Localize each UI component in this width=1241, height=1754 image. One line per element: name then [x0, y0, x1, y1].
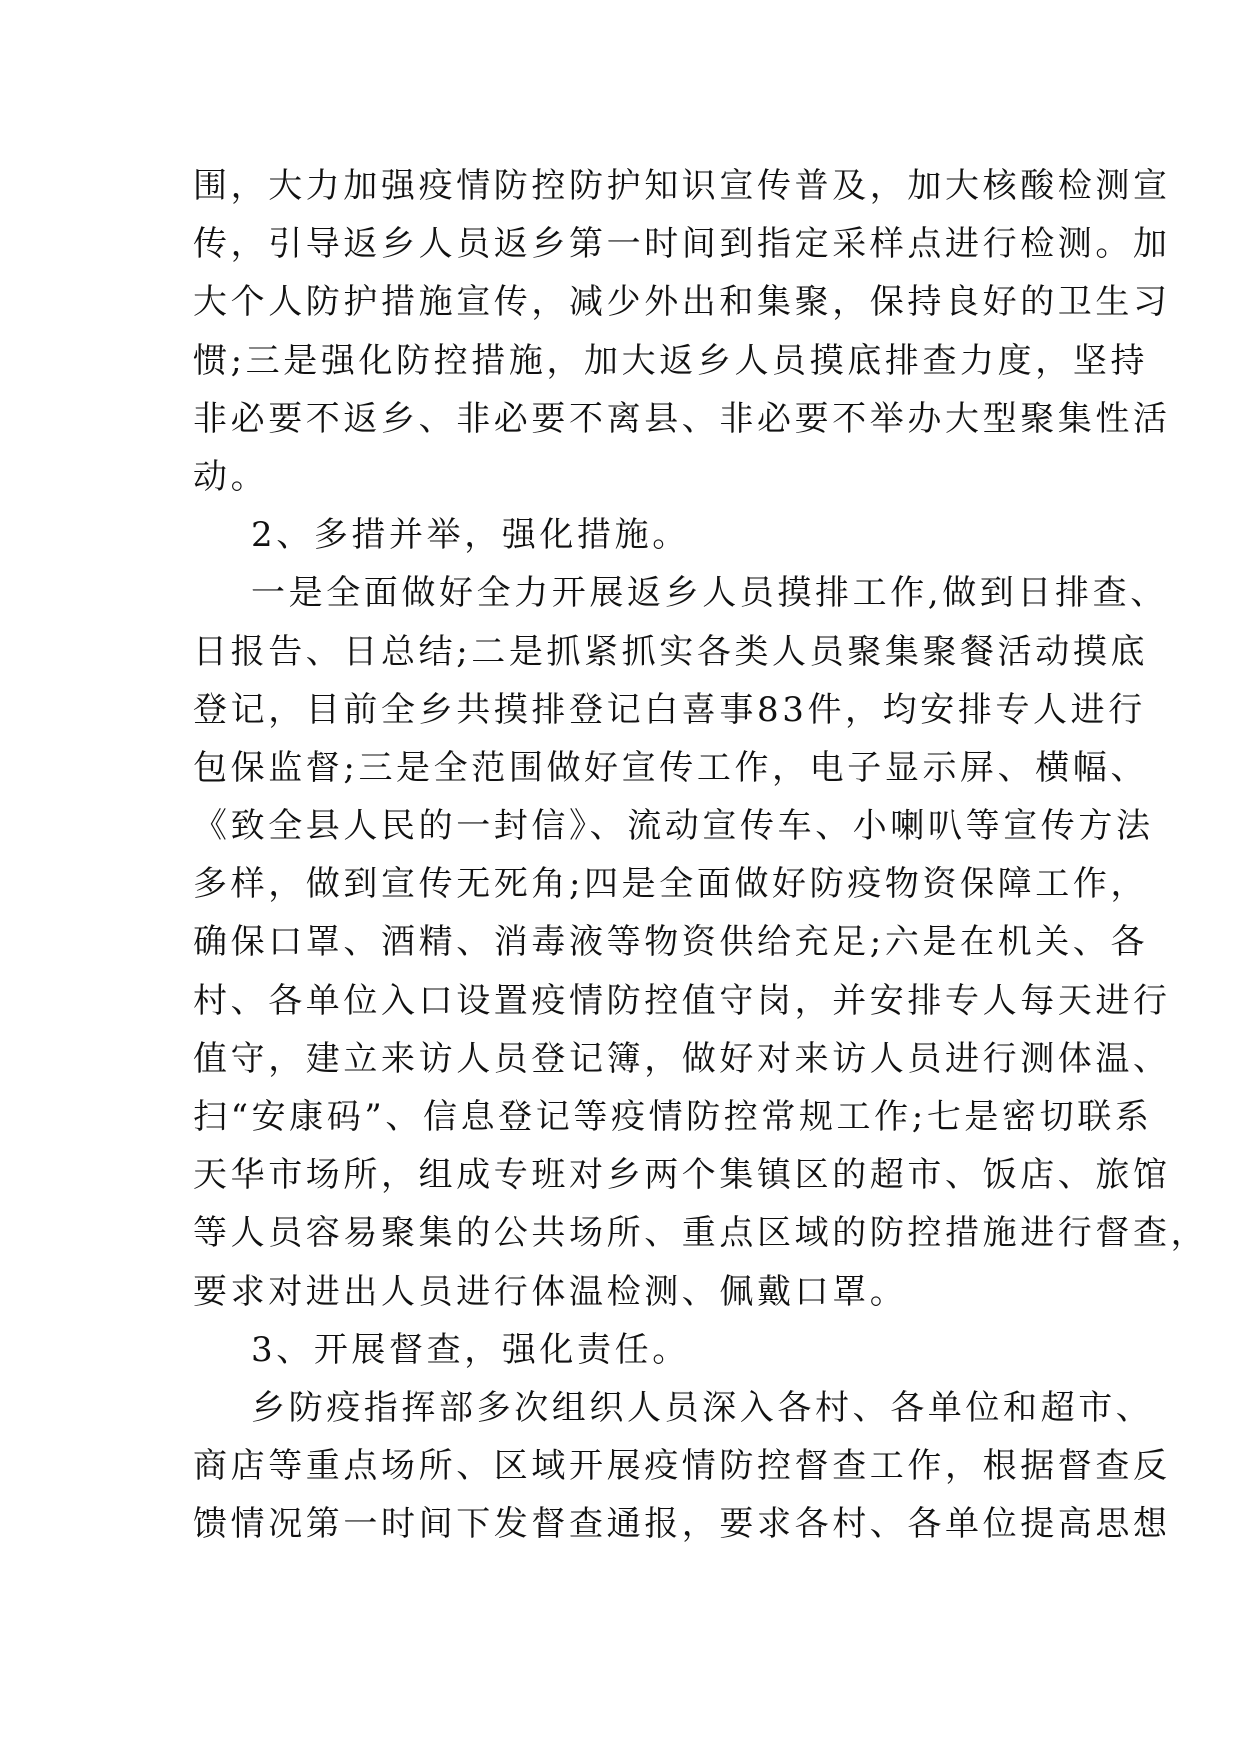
text-line: 乡防疫指挥部多次组织人员深入各村、各单位和超市、 — [251, 1387, 1154, 1428]
text-line: 一是全面做好全力开展返乡人员摸排工作,做到日排查、 — [251, 573, 1168, 614]
text-line: 包保监督;三是全范围做好宣传工作，电子显示屏、横幅、 — [193, 747, 1149, 788]
text-line: 动。 — [193, 456, 269, 497]
text-line: 登记，目前全乡共摸排登记白喜事83件，均安排专人进行 — [193, 689, 1146, 730]
text-line: 等人员容易聚集的公共场所、重点区域的防控措施进行督查， — [193, 1213, 1209, 1254]
text-line: 多样，做到宣传无死角;四是全面做好防疫物资保障工作， — [193, 864, 1149, 905]
text-line: 《致全县人民的一封信》、流动宣传车、小喇叭等宣传方法 — [193, 806, 1154, 847]
text-line: 2、多措并举，强化措施。 — [251, 515, 690, 556]
text-line: 传，引导返乡人员返乡第一时间到指定采样点进行检测。加 — [193, 224, 1171, 265]
text-line: 围，大力加强疫情防控防护知识宣传普及，加大核酸检测宣 — [193, 166, 1171, 206]
text-line: 馈情况第一时间下发督查通报，要求各村、各单位提高思想 — [193, 1504, 1171, 1545]
text-line: 天华市场所，组成专班对乡两个集镇区的超市、饭店、旅馆 — [193, 1155, 1171, 1196]
text-line: 大个人防护措施宣传，减少外出和集聚，保持良好的卫生习 — [193, 282, 1171, 323]
document-body — [193, 157, 1209, 1554]
text-line: 值守，建立来访人员登记簿，做好对来访人员进行测体温、 — [193, 1038, 1171, 1079]
text-line: 扫“安康码”、信息登记等疫情防控常规工作;七是密切联系 — [193, 1097, 1153, 1137]
text-line: 要求对进出人员进行体温检测、佩戴口罩。 — [193, 1271, 908, 1312]
text-line: 日报告、日总结;二是抓紧抓实各类人员聚集聚餐活动摸底 — [193, 631, 1149, 672]
text-line: 村、各单位入口设置疫情防控值守岗，并安排专人每天进行 — [193, 980, 1171, 1021]
text-line: 商店等重点场所、区域开展疫情防控督查工作，根据督查反 — [193, 1446, 1171, 1487]
text-line: 3、开展督查，强化责任。 — [251, 1329, 690, 1370]
text-line: 确保口罩、酒精、消毒液等物资供给充足;六是在机关、各 — [193, 922, 1149, 963]
text-line: 惯;三是强化防控措施，加大返乡人员摸底排查力度，坚持 — [193, 340, 1149, 381]
text-line: 非必要不返乡、非必要不离县、非必要不举办大型聚集性活 — [193, 398, 1171, 439]
